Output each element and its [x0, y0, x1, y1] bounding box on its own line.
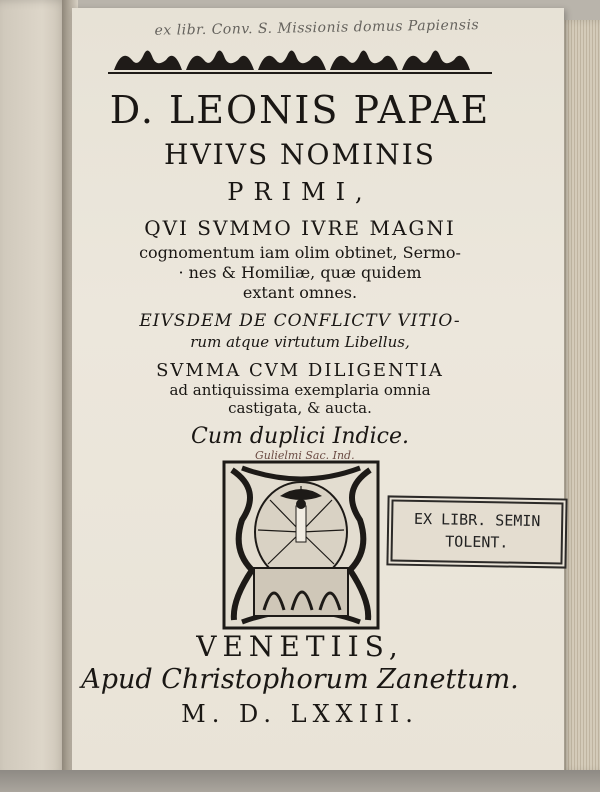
title-line-1: D. LEONIS PAPAE — [109, 88, 491, 132]
title-line-6: · nes & Homiliæ, quæ quidem — [178, 263, 422, 282]
summa-line-2: ad antiquissima exemplaria omnia — [169, 381, 431, 399]
subtitle-line-1: EIVSDEM DE CONFLICTV VITIO- — [139, 311, 461, 331]
stamp-line-1: EX LIBR. SEMIN — [413, 509, 541, 531]
subtitle-line-2: rum atque virtutum Libellus, — [190, 333, 410, 351]
library-stamp — [390, 500, 563, 565]
title-line-5: cognomentum iam olim obtinet, Sermo- — [139, 243, 461, 262]
stamp-line-2: TOLENT. — [445, 532, 509, 552]
printers-device-emblem — [222, 460, 380, 630]
signature-text: ex libr. Conv. S. Missionis domus Papiensis — [154, 17, 480, 39]
headpiece-ornament — [108, 42, 492, 76]
title-line-3: PRIMI, — [227, 178, 373, 206]
table-surface — [0, 770, 600, 792]
summa-line-1: SVMMA CVM DILIGENTIA — [156, 360, 444, 381]
imprint-year: M. D. LXXIII. — [181, 700, 419, 728]
title-line-2: HVIVS NOMINIS — [164, 138, 436, 171]
imprint-printer: Apud Christophorum Zanettum. — [81, 664, 519, 695]
title-line-4: QVI SVMMO IVRE MAGNI — [144, 216, 456, 240]
title-line-7: extant omnes. — [242, 283, 358, 302]
index-note: Cum duplici Indice. — [191, 424, 409, 449]
summa-line-3: castigata, & aucta. — [228, 399, 372, 417]
emblem-annotation: Gulielmi Sac. Ind. — [255, 449, 355, 462]
imprint-place: VENETIIS, — [196, 630, 404, 663]
